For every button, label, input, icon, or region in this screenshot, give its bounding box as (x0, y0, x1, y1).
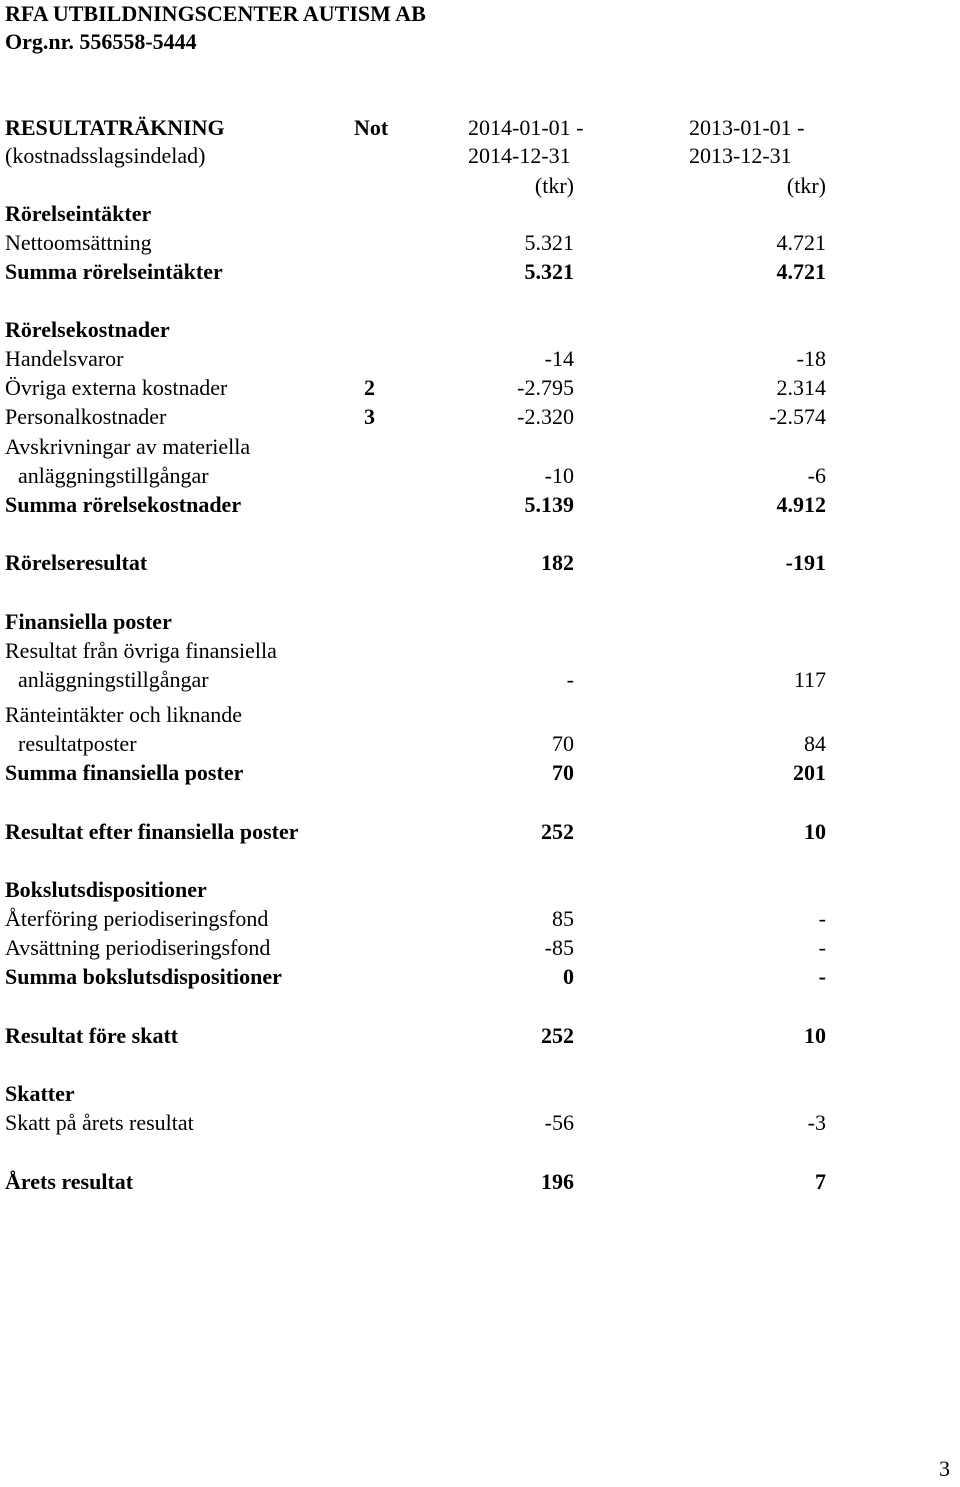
row-value-2013: 4.721 (776, 230, 826, 255)
row-label: Summa bokslutsdispositioner (5, 964, 282, 989)
row-label: Bokslutsdispositioner (5, 877, 207, 902)
row-value-2013: 10 (804, 1023, 826, 1048)
row-label: Rörelseintäkter (5, 201, 152, 226)
period-2013-unit: (tkr) (786, 173, 826, 198)
row-label: Summa rörelseintäkter (5, 259, 223, 284)
row-label: Nettoomsättning (5, 230, 152, 255)
row-value-2014: 5.321 (524, 230, 574, 255)
row-value-2014: -14 (544, 346, 574, 371)
row-label: Övriga externa kostnader (5, 375, 228, 400)
org-number: Org.nr. 556558-5444 (5, 29, 197, 54)
row-value-2014: 196 (541, 1169, 574, 1194)
row-value-2014: 5.139 (524, 492, 574, 517)
row-value-2013: -3 (807, 1110, 826, 1135)
row-label: Summa finansiella poster (5, 760, 244, 785)
row-note: 2 (364, 375, 375, 400)
row-value-2014: -85 (544, 935, 574, 960)
statement-title: RESULTATRÄKNING (5, 115, 225, 140)
row-value-2014: 70 (552, 731, 574, 756)
row-value-2013: - (818, 906, 826, 931)
row-label: Årets resultat (5, 1169, 134, 1194)
row-note: 3 (364, 404, 375, 429)
row-label: anläggningstillgångar (18, 667, 209, 692)
row-value-2013: -18 (796, 346, 826, 371)
row-value-2014: - (566, 667, 574, 692)
row-label: Resultat från övriga finansiella (5, 638, 277, 663)
row-label: Avskrivningar av materiella (5, 434, 251, 459)
row-value-2013: 7 (815, 1169, 826, 1194)
statement-subtitle: (kostnadsslagsindelad) (5, 143, 206, 168)
period-2014-start: 2014-01-01 - (468, 115, 584, 140)
note-column-header: Not (354, 115, 389, 140)
row-label: Summa rörelsekostnader (5, 492, 242, 517)
row-value-2013: 10 (804, 819, 826, 844)
row-value-2014: 252 (541, 819, 574, 844)
row-value-2013: 201 (793, 760, 826, 785)
period-2013-end: 2013-12-31 (689, 143, 792, 168)
row-label: Skatt på årets resultat (5, 1110, 194, 1135)
row-label: Avsättning periodiseringsfond (5, 935, 271, 960)
company-name: RFA UTBILDNINGSCENTER AUTISM AB (5, 1, 426, 26)
row-value-2013: - (818, 935, 826, 960)
row-label: Personalkostnader (5, 404, 167, 429)
row-value-2014: 182 (541, 550, 574, 575)
row-label: Handelsvaror (5, 346, 124, 371)
row-value-2014: 0 (563, 964, 574, 989)
row-value-2014: 5.321 (524, 259, 574, 284)
row-value-2013: 4.912 (776, 492, 826, 517)
row-label: Skatter (5, 1081, 75, 1106)
row-value-2013: 4.721 (776, 259, 826, 284)
period-2013-start: 2013-01-01 - (689, 115, 805, 140)
row-label: Ränteintäkter och liknande (5, 702, 243, 727)
row-label: resultatposter (18, 731, 137, 756)
row-value-2013: -2.574 (769, 404, 826, 429)
row-value-2014: -2.320 (517, 404, 574, 429)
row-value-2013: -6 (807, 463, 826, 488)
row-value-2014: 70 (552, 760, 574, 785)
row-value-2014: -2.795 (517, 375, 574, 400)
row-value-2014: -10 (544, 463, 574, 488)
row-value-2013: 2.314 (776, 375, 826, 400)
period-2014-unit: (tkr) (534, 173, 574, 198)
row-value-2014: 85 (552, 906, 574, 931)
row-label: Rörelseresultat (5, 550, 148, 575)
row-label: anläggningstillgångar (18, 463, 209, 488)
row-value-2014: -56 (544, 1110, 574, 1135)
row-value-2014: 252 (541, 1023, 574, 1048)
row-label: Rörelsekostnader (5, 317, 170, 342)
page-number: 3 (939, 1456, 950, 1481)
row-label: Resultat före skatt (5, 1023, 179, 1048)
row-label: Finansiella poster (5, 609, 172, 634)
row-label: Återföring periodiseringsfond (5, 906, 269, 931)
row-label: Resultat efter finansiella poster (5, 819, 299, 844)
period-2014-end: 2014-12-31 (468, 143, 571, 168)
row-value-2013: 117 (793, 667, 826, 692)
row-value-2013: 84 (804, 731, 826, 756)
row-value-2013: - (818, 964, 826, 989)
row-value-2013: -191 (785, 550, 826, 575)
